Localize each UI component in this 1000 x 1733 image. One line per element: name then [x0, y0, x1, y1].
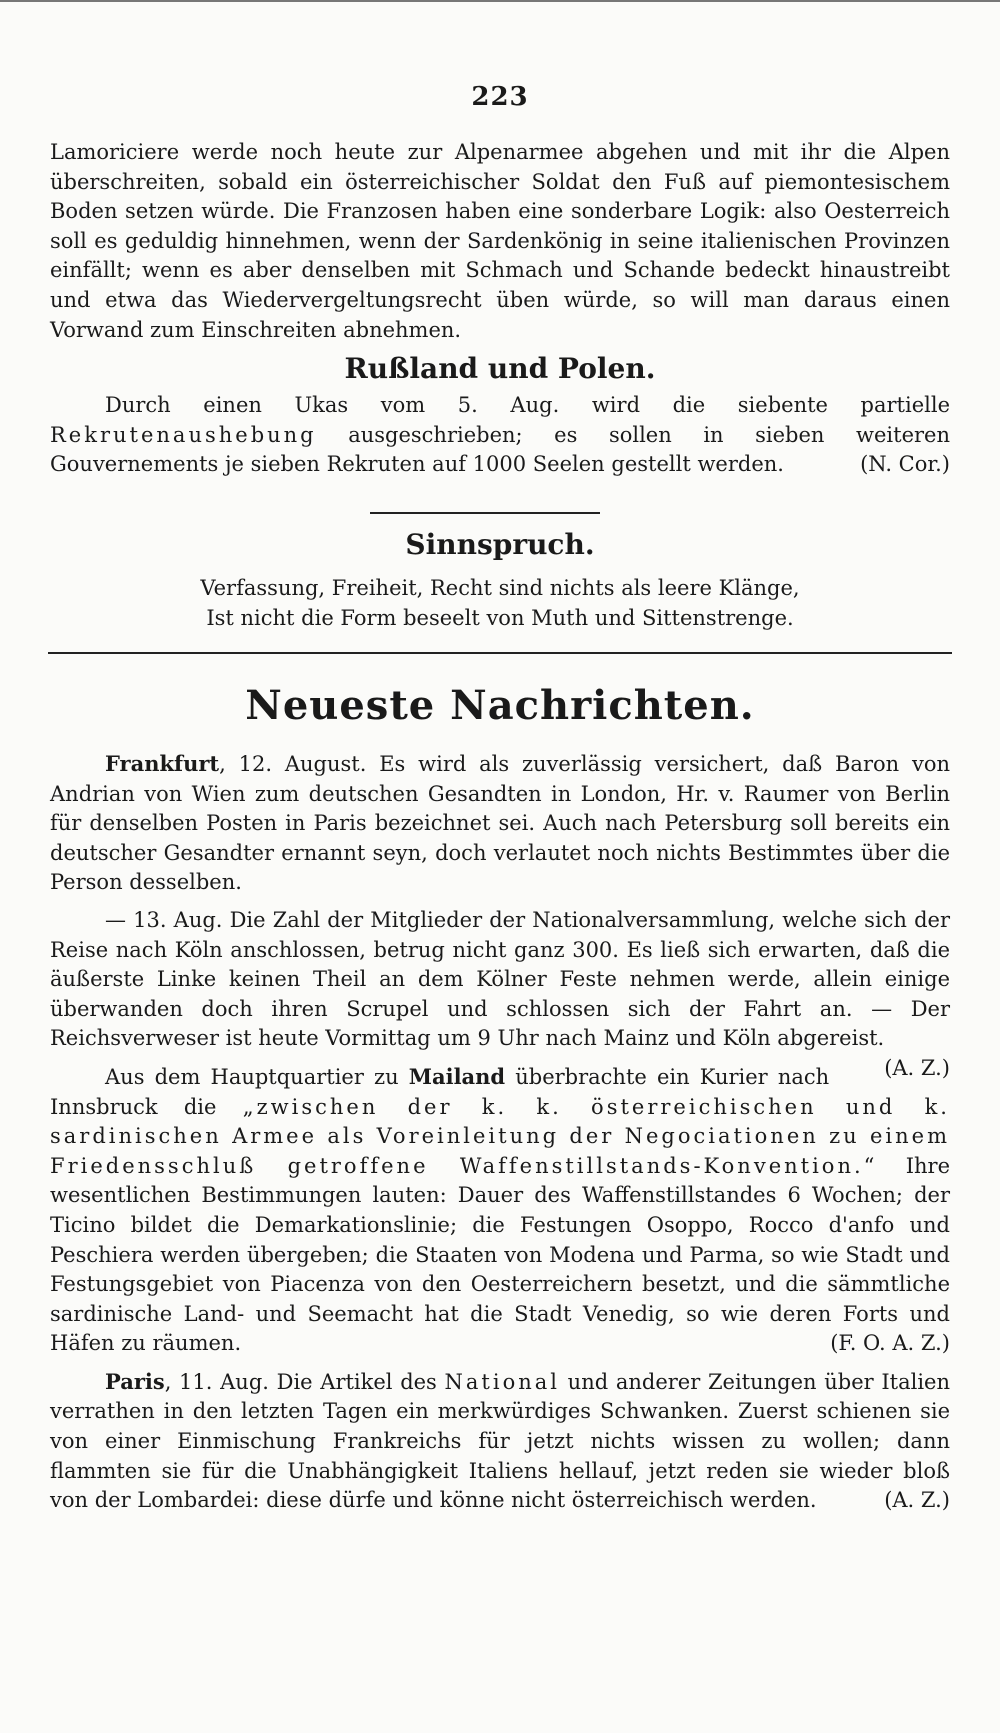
russland-source: (N. Cor.) [860, 452, 950, 477]
short-divider [370, 512, 600, 514]
frankfurt-13-source: (A. Z.) [884, 1055, 950, 1080]
mailand-source: (F. O. A. Z.) [830, 1331, 950, 1356]
place-paris: Paris [105, 1368, 165, 1394]
news-paragraph-frankfurt [50, 749, 950, 898]
section-heading-russland: Rußland und Polen. [344, 352, 656, 385]
section-russland [50, 352, 950, 480]
mailand-text-after: Ihre wesentlichen Bestimmungen lauten: Dauer des Waffenstillstandes 6 Wochen; der Ticino bildet die Demarkationslinie; die Festungen Osoppo, Rocco d'anfo und Peschiera werden übergeben; die Staaten von Modena und Parma, so wie Stadt und Festungsgebiet von Piacenza von den Oesterreichern besetzt, und die sämmtliche sardinische Land- und Seemacht hat die Stadt Venedig, so wie deren Forts und Häfen zu räumen. [50, 1153, 950, 1356]
verse-line-2: Ist nicht die Form beseelt von Muth und Sittenstrenge. [206, 606, 794, 630]
section-heading-sinnspruch: Sinnspruch. [405, 528, 595, 561]
paris-source: (A. Z.) [884, 1488, 950, 1513]
verse-line-1: Verfassung, Freiheit, Recht sind nichts als leere Klänge, [200, 576, 800, 600]
mailand-text-mid: überbrachte ein Kurier nach Innsbruck die [50, 1064, 830, 1119]
mailand-text-before: Aus dem Hauptquartier zu [105, 1064, 409, 1089]
section-neueste [50, 682, 950, 1516]
intro-block [50, 138, 950, 345]
russland-paragraph [50, 391, 950, 480]
russland-text-before: Durch einen Ukas vom 5. Aug. wird die siebente partielle [105, 393, 950, 417]
paris-spaced-term: National [444, 1369, 560, 1394]
frankfurt-13-text: — 13. Aug. Die Zahl der Mitglieder der Nationalversammlung, welche sich der Reise nach Köln anschlossen, betrug nicht ganz 300. Es ließ sich erwarten, daß die äußerste Linke keinen Theil an dem Kölner Feste nehmen werde, allein einige überwanden doch ihren Scrupel und schlossen sich der Fahrt an. — Der Reichsverweser ist heute Vormittag um 9 Uhr nach Mainz und Köln abgereist. [50, 907, 950, 1051]
russland-text-after: ausgeschrieben; es sollen in sieben weiteren Gouvernements je sieben Rekruten auf 1000 Seelen gestellt werden. [50, 422, 950, 477]
mailand-spaced-term: „zwischen der k. k. österreichischen und k. sardinischen Armee als Voreinleitung der Negociationen zu einem Friedensschluß getroffene Waffenstillstands-Konvention.“ [50, 1094, 950, 1178]
page-number: 223 [471, 82, 529, 112]
full-divider [48, 652, 952, 654]
frankfurt-text: , 12. August. Es wird als zuverlässig versichert, daß Baron von Andrian von Wien zum deutschen Gesandten in London, Hr. v. Raumer von Berlin für denselben Posten in Paris bezeichnet sei. Auch nach Petersburg soll bereits ein deutscher Gesandter ernannt seyn, doch verlautet noch nichts Bestimmtes über die Person desselben. [50, 752, 950, 895]
intro-paragraph: Lamoriciere werde noch heute zur Alpenarmee abgehen und mit ihr die Alpen überschreiten, sobald ein österreichischer Soldat den Fuß auf piemontesischem Boden setzen würde. Die Franzosen haben eine sonderbare Logik: also Oesterreich soll es geduldig hinnehmen, wenn der Sardenkönig in seine italienischen Provinzen einfällt; wenn es aber denselben mit Schmach und Schande bedeckt hinaustreibt und etwa das Wiedervergeltungsrecht üben würde, so will man daraus einen Vorwand zum Einschreiten abnehmen. [50, 140, 950, 342]
top-edge-line [0, 0, 1000, 2]
place-frankfurt: Frankfurt [105, 751, 220, 776]
news-paragraph-paris [50, 1367, 950, 1516]
news-paragraph-mailand [50, 1062, 950, 1359]
place-mailand: Mailand [408, 1063, 506, 1089]
section-sinnspruch [50, 528, 950, 633]
paris-text-before: , 11. Aug. Die Artikel des [164, 1369, 445, 1394]
section-heading-neueste: Neueste Nachrichten. [245, 682, 755, 729]
paris-text-after: und anderer Zeitungen über Italien verrathen in den letzten Tagen ein merkwürdiges Schwanken. Zuerst schienen sie von einer Einmischung Frankreichs für jetzt nichts wissen zu wollen; dann flammten sie für die Unabhängigkeit Italiens hellauf, jetzt reden sie wieder bloß von der Lombardei: diese dürfe und könne nicht österreichisch werden. [50, 1369, 951, 1513]
russland-spaced-term: Rekrutenaushebung [50, 422, 317, 447]
